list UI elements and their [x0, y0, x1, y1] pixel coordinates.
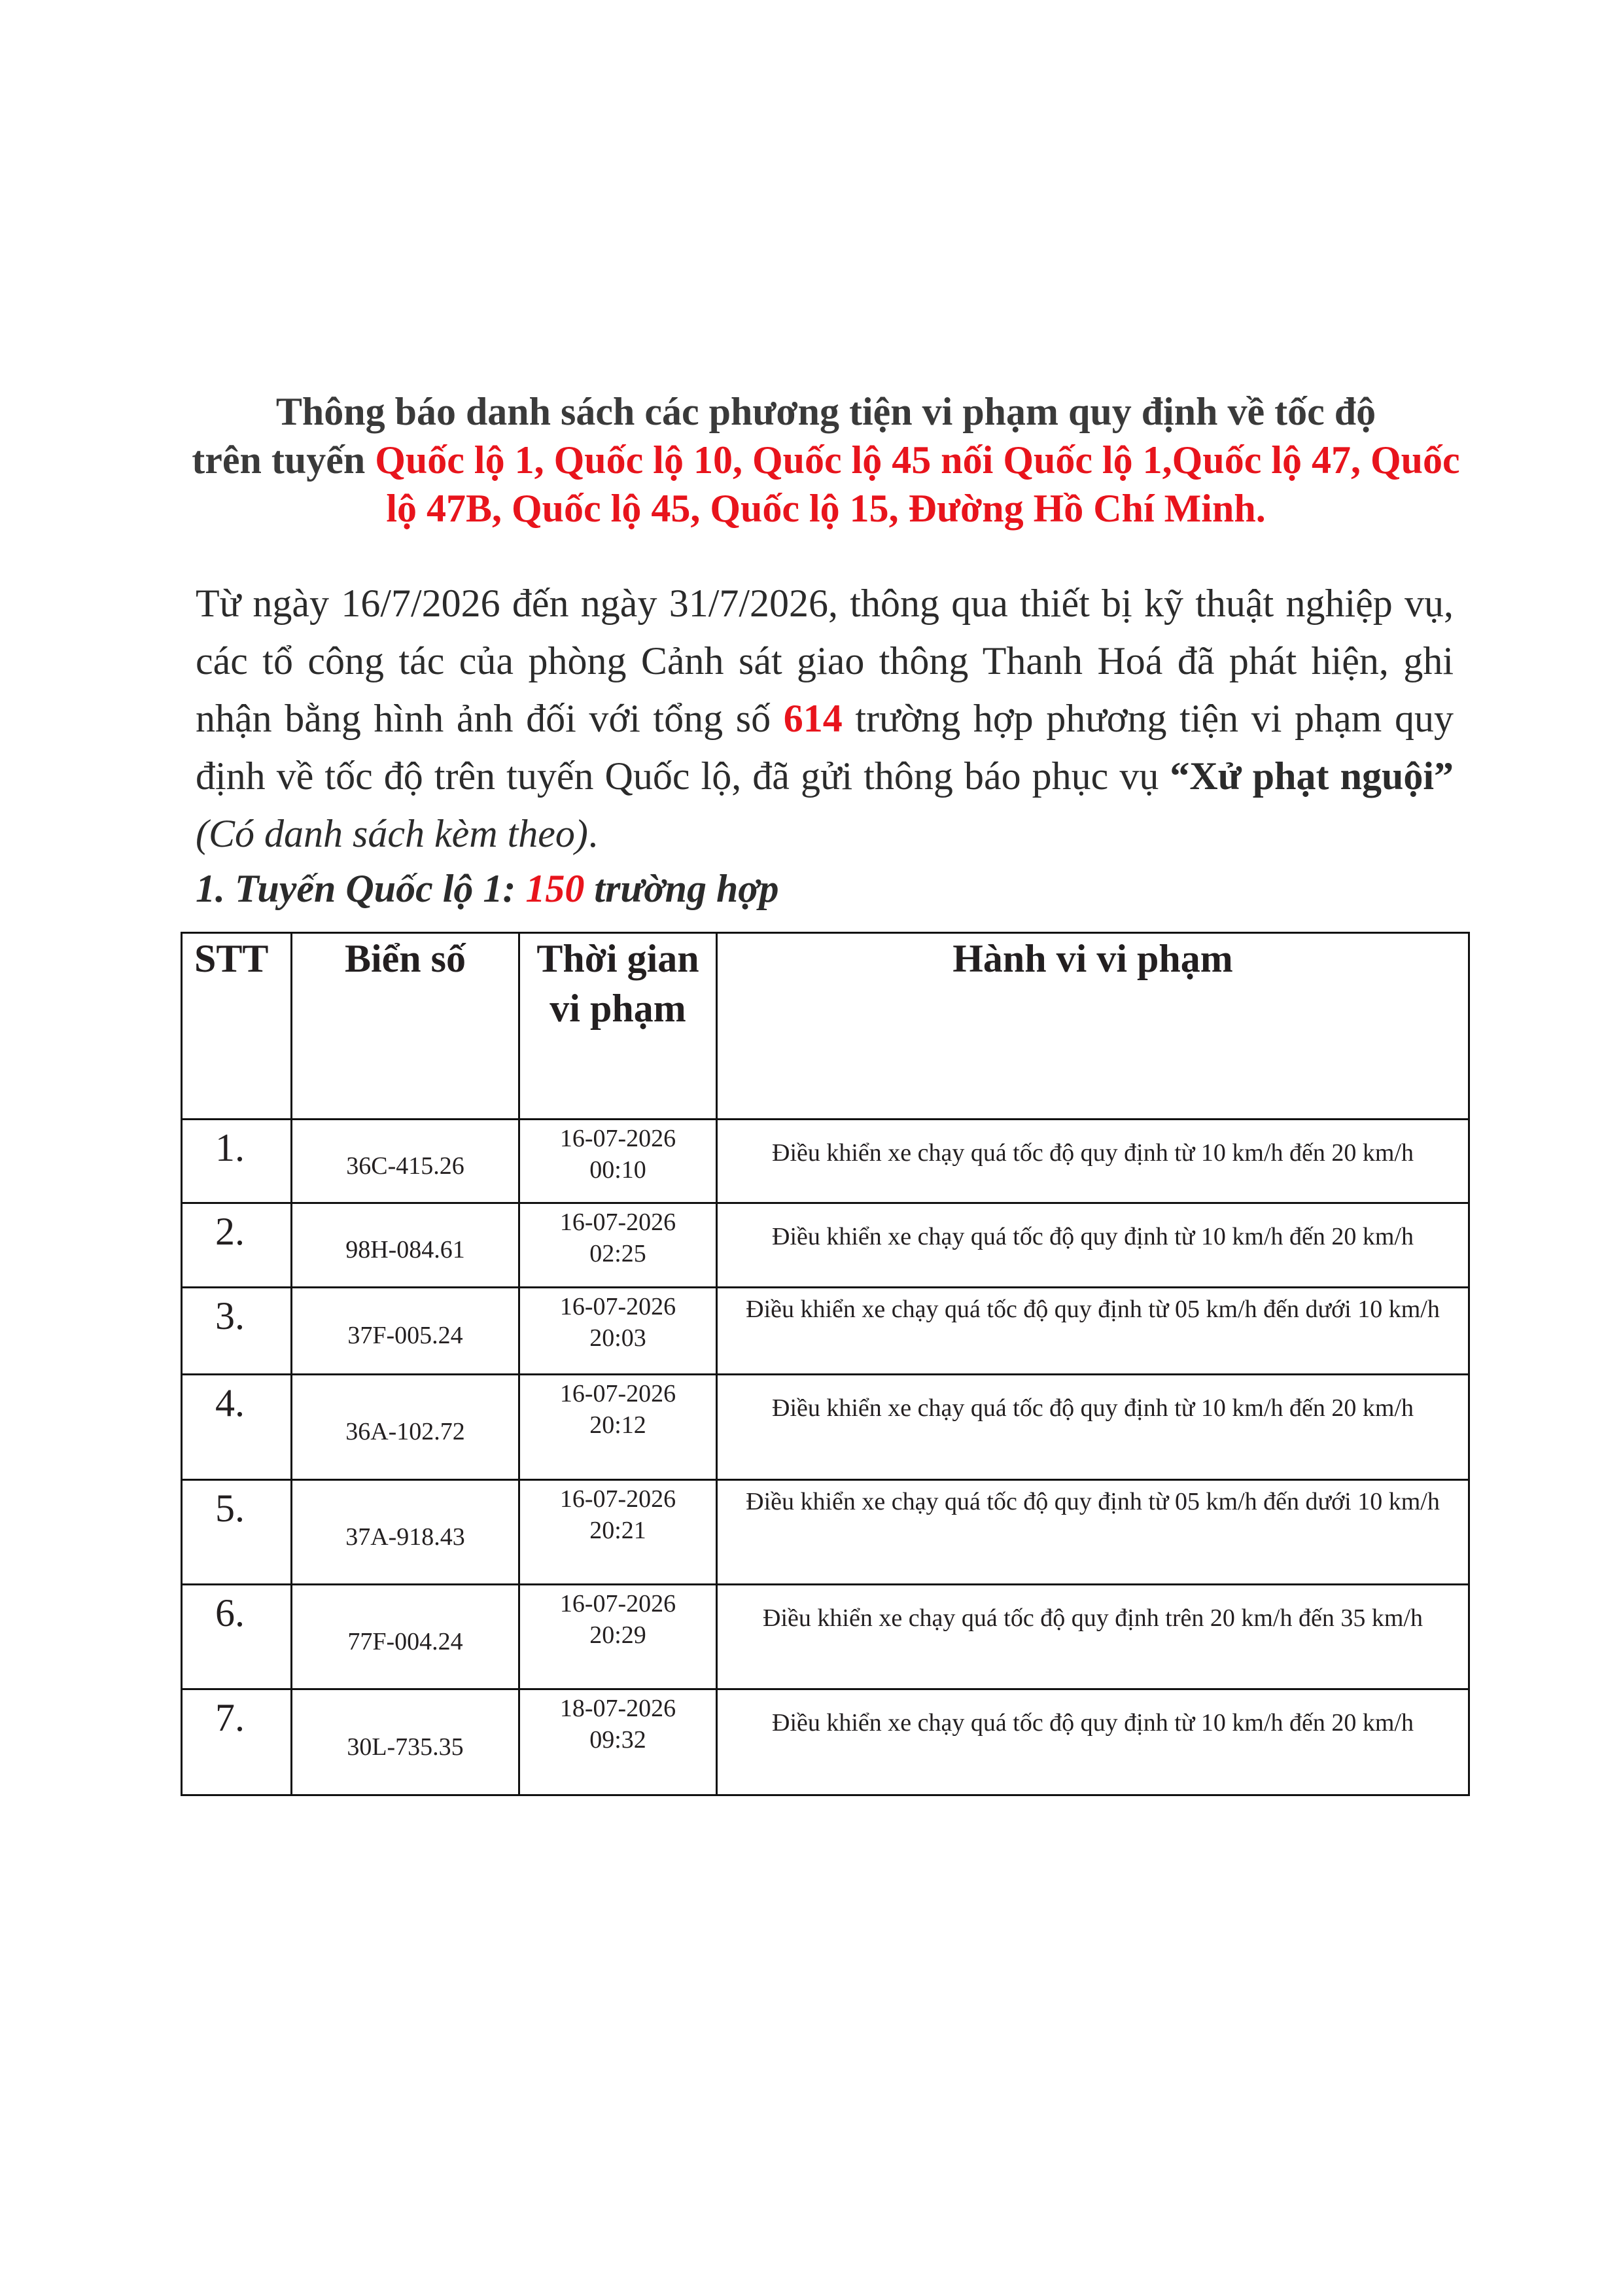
row-stt: 2. [182, 1203, 292, 1288]
row-time [519, 1480, 717, 1585]
row-time [519, 1585, 717, 1689]
row-violation: Điều khiển xe chạy quá tốc độ quy định từ 10 km/h đến 20 km/h [717, 1203, 1469, 1288]
row-plate: 36A-102.72 [292, 1375, 519, 1480]
row-clock: 00:10 [589, 1156, 646, 1184]
row-plate: 37A-918.43 [292, 1480, 519, 1585]
row-plate: 98H-084.61 [292, 1203, 519, 1288]
row-time [519, 1203, 717, 1288]
row-date: 16-07-2026 [559, 1125, 676, 1152]
row-clock: 20:03 [589, 1324, 646, 1352]
table-row [182, 1689, 1469, 1795]
row-violation: Điều khiển xe chạy quá tốc độ quy định từ 10 km/h đến 20 km/h [717, 1120, 1469, 1203]
section-heading [196, 862, 779, 915]
xu-phat-nguoi-phrase: “Xử phạt nguội” [1170, 754, 1454, 798]
section-label: 1. Tuyến Quốc lộ 1: [196, 867, 526, 910]
row-time [519, 1375, 717, 1480]
row-time [519, 1120, 717, 1203]
row-date: 16-07-2026 [559, 1209, 676, 1236]
row-date: 18-07-2026 [559, 1695, 676, 1722]
row-time [519, 1689, 717, 1795]
attachment-note: (Có danh sách kèm theo) [196, 812, 588, 855]
section-label-suffix: trường hợp [584, 867, 779, 910]
header-stt: STT [182, 933, 292, 1120]
table-row [182, 1203, 1469, 1288]
row-violation: Điều khiển xe chạy quá tốc độ quy định từ 10 km/h đến 20 km/h [717, 1375, 1469, 1480]
row-clock: 02:25 [589, 1240, 646, 1267]
header-plate: Biển số [292, 933, 519, 1120]
row-violation: Điều khiển xe chạy quá tốc độ quy định từ 10 km/h đến 20 km/h [717, 1689, 1469, 1795]
row-plate: 30L-735.35 [292, 1689, 519, 1795]
table-row [182, 1375, 1469, 1480]
title-line-1: Thông báo danh sách các phương tiện vi phạm quy định về tốc độ [275, 390, 1376, 433]
row-time [519, 1288, 717, 1375]
row-date: 16-07-2026 [559, 1293, 676, 1320]
document-title [177, 387, 1475, 533]
intro-text-continued: trường hợp phương tiện vi phạm quy định về tốc độ trên tuyến Quốc lộ, đã gửi thông báo phục vụ [196, 697, 1454, 798]
intro-end: . [587, 812, 598, 855]
row-violation: Điều khiển xe chạy quá tốc độ quy định trên 20 km/h đến 35 km/h [717, 1585, 1469, 1689]
table-row [182, 1288, 1469, 1375]
total-count: 614 [783, 697, 843, 740]
row-violation: Điều khiển xe chạy quá tốc độ quy định từ 05 km/h đến dưới 10 km/h [717, 1288, 1469, 1375]
row-stt: 5. [182, 1480, 292, 1585]
row-clock: 20:12 [589, 1411, 646, 1439]
row-plate: 37F-005.24 [292, 1288, 519, 1375]
row-plate: 36C-415.26 [292, 1120, 519, 1203]
row-stt: 6. [182, 1585, 292, 1689]
row-clock: 09:32 [589, 1726, 646, 1754]
row-stt: 1. [182, 1120, 292, 1203]
row-violation: Điều khiển xe chạy quá tốc độ quy định từ 05 km/h đến dưới 10 km/h [717, 1480, 1469, 1585]
title-routes: Quốc lộ 1, Quốc lộ 10, Quốc lộ 45 nối Quốc lộ 1,Quốc lộ 47, Quốc lộ 47B, Quốc lộ 45, Quốc lộ 15, Đường Hồ Chí Minh. [375, 438, 1460, 530]
row-clock: 20:29 [589, 1621, 646, 1649]
intro-text: Từ ngày 16/7/2026 đến ngày 31/7/2026, thông qua thiết bị kỹ thuật nghiệp vụ, các tổ công tác của phòng Cảnh sát giao thông Thanh Hoá đã phát hiện, ghi nhận bằng hình ảnh đối với tổng số [196, 582, 1454, 740]
title-line-2-prefix: trên tuyến [192, 438, 375, 482]
section-count: 150 [525, 867, 585, 910]
row-stt: 7. [182, 1689, 292, 1795]
row-plate: 77F-004.24 [292, 1585, 519, 1689]
row-stt: 4. [182, 1375, 292, 1480]
intro-paragraph [196, 574, 1454, 862]
table-header-row [182, 933, 1469, 1120]
header-violation: Hành vi vi phạm [717, 933, 1469, 1120]
header-time: Thời gian vi phạm [519, 933, 717, 1120]
violations-table [181, 932, 1470, 1796]
table-row [182, 1585, 1469, 1689]
row-date: 16-07-2026 [559, 1590, 676, 1617]
table-row [182, 1120, 1469, 1203]
table-row [182, 1480, 1469, 1585]
row-clock: 20:21 [589, 1517, 646, 1544]
row-date: 16-07-2026 [559, 1380, 676, 1407]
row-stt: 3. [182, 1288, 292, 1375]
row-date: 16-07-2026 [559, 1485, 676, 1513]
